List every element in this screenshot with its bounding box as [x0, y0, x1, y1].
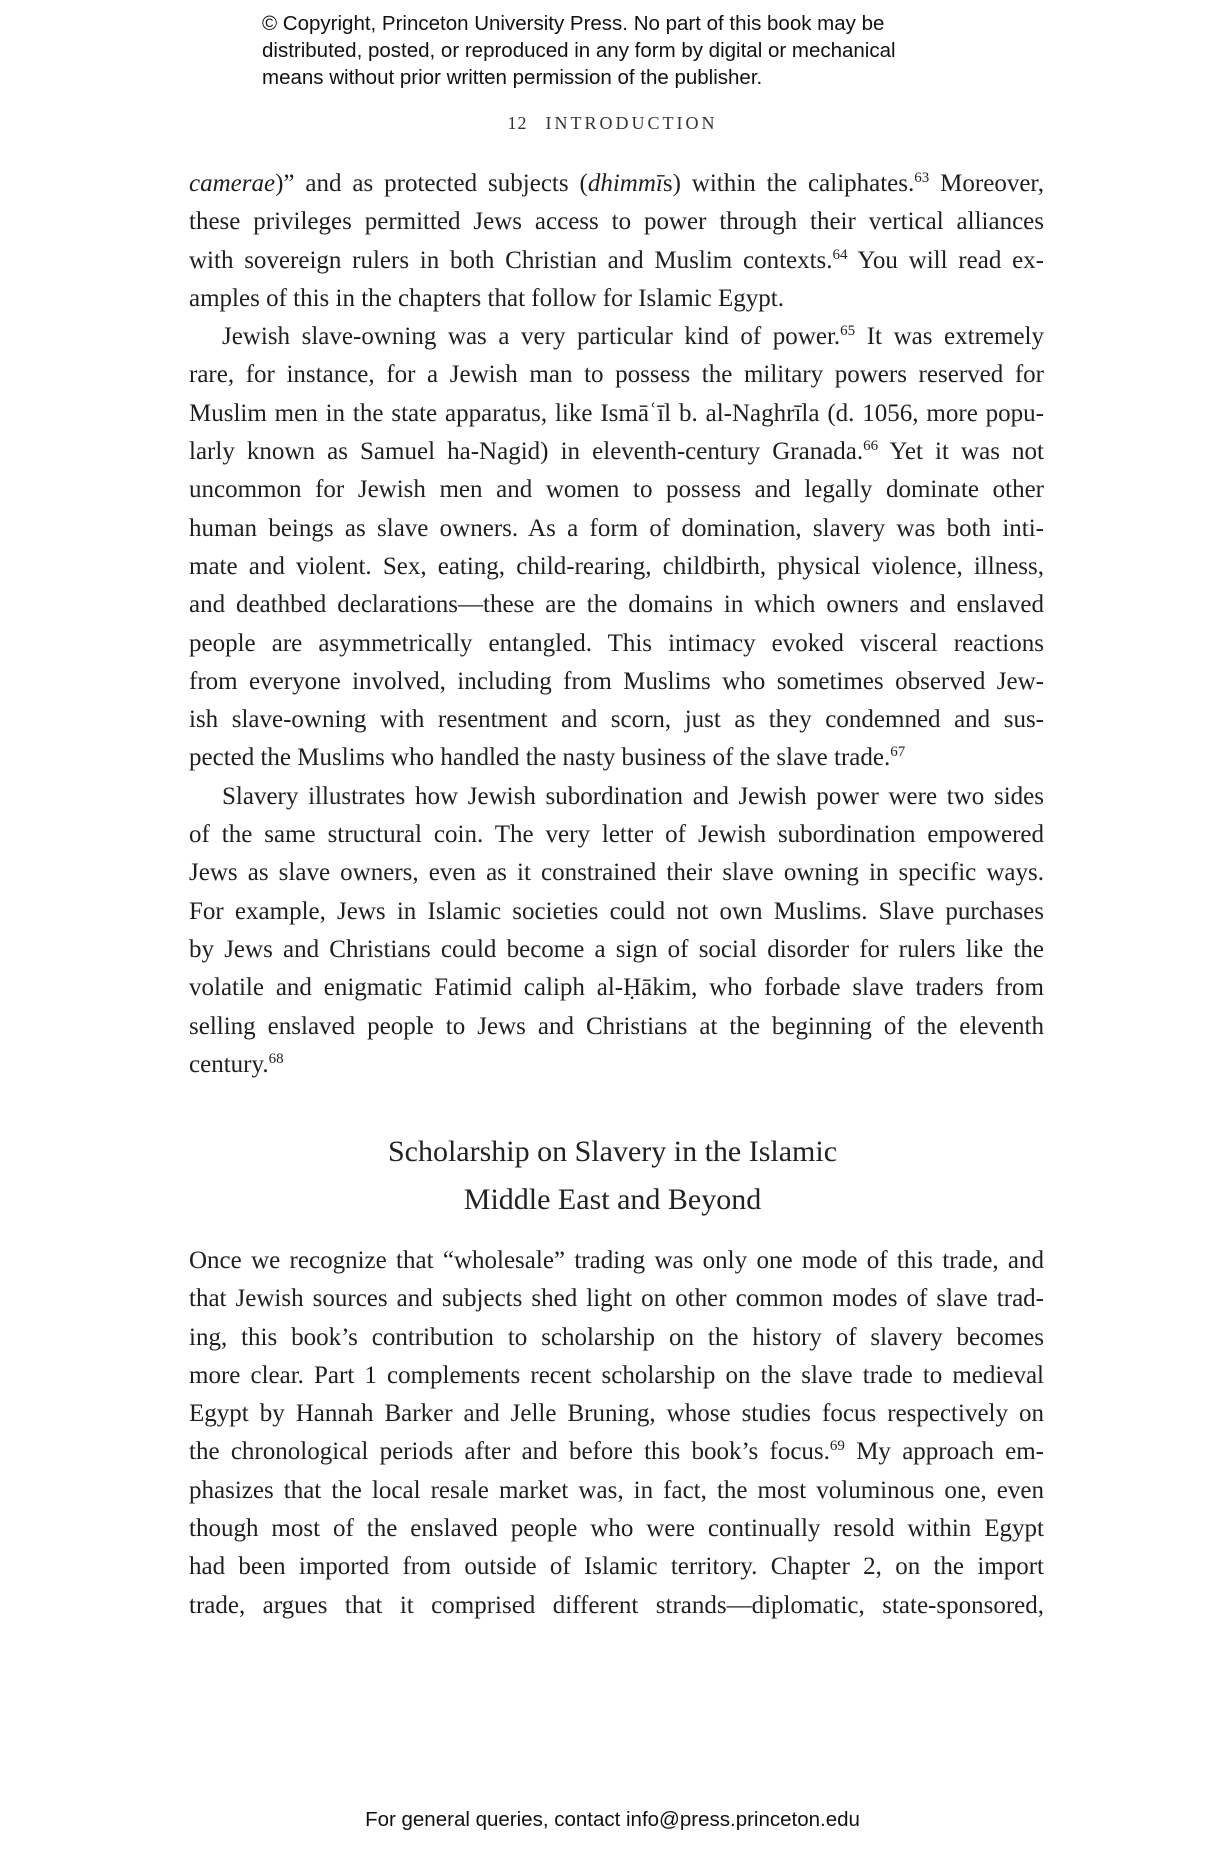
text-line: pected the Muslims who handled the nasty business of the slave trade.$^{67}$	[189, 744, 906, 772]
heading-line: Scholarship on Slavery in the Islamic	[387, 1135, 838, 1168]
text-line: had been imported from outside of Islamic territory. Chapter 2, on the import	[189, 1553, 1044, 1581]
text-line: Jewish slave-owning was a very particular kind of power.$^{65}$ It was extremely	[222, 323, 1044, 351]
body-text-top	[189, 165, 1044, 1084]
text-line: Jews as slave owners, even as it constrained their slave owning in specific ways.	[189, 859, 1044, 887]
text-line: that Jewish sources and subjects shed light on other common modes of slave trad-	[189, 1285, 1044, 1313]
running-head	[0, 113, 1225, 134]
text-line: from everyone involved, including from Muslims who sometimes observed Jew-	[189, 667, 1044, 695]
copyright-line: © Copyright, Princeton University Press. No part of this book may be	[262, 12, 885, 35]
text-line: by Jews and Christians could become a sign of social disorder for rulers like the	[189, 935, 1044, 963]
footer-contact: For general queries, contact info@press.princeton.edu	[365, 1808, 860, 1831]
footnote-ref[interactable]: 63	[914, 170, 930, 186]
text-line: larly known as Samuel ha-Nagid) in eleventh-century Granada.$^{66}$ Yet it was not	[189, 438, 1044, 466]
footnote-ref[interactable]: 66	[863, 438, 879, 455]
copyright-line: distributed, posted, or reproduced in any form by digital or mechanical	[262, 39, 896, 62]
text-line: volatile and enigmatic Fatimid caliph al-Ḥākim, who forbade slave traders from	[189, 974, 1044, 1002]
page-number: 12	[507, 113, 528, 133]
copyright-notice	[262, 10, 1022, 91]
text-line: rare, for instance, for a Jewish man to possess the military powers reserved for	[189, 361, 1044, 389]
text-line: Once we recognize that “wholesale” trading was only one mode of this trade, and	[189, 1247, 1044, 1274]
text-line: and deathbed declarations—these are the domains in which owners and enslaved	[189, 591, 1044, 619]
text-line: uncommon for Jewish men and women to possess and legally dominate other	[189, 476, 1044, 504]
copyright-line: means without prior written permission of the publisher.	[262, 66, 763, 89]
text-line: trade, argues that it comprised different strands—diplomatic, state-sponsored,	[189, 1591, 1044, 1619]
text-line: more clear. Part 1 complements recent scholarship on the slave trade to medieval	[189, 1361, 1044, 1389]
footnote-ref[interactable]: 65	[840, 323, 856, 340]
text-line: ish slave-owning with resentment and scorn, just as they condemned and sus-	[189, 706, 1044, 734]
text-line: Slavery illustrates how Jewish subordination and Jewish power were two sides	[222, 782, 1044, 810]
text-line: with sovereign rulers in both Christian and Muslim contexts.$^{64}$ You will read ex-	[189, 246, 1044, 274]
text-line: century.$^{68}$	[189, 1050, 284, 1078]
text-line: For example, Jews in Islamic societies could not own Muslims. Slave purchases	[189, 897, 1044, 925]
text-line: amples of this in the chapters that follow for Islamic Egypt.	[189, 284, 784, 312]
text-line: human beings as slave owners. As a form of domination, slavery was both inti-	[189, 514, 1044, 542]
text-line: people are asymmetrically entangled. This intimacy evoked visceral reactions	[189, 629, 1044, 657]
text-line: of the same structural coin. The very letter of Jewish subordination empowered	[189, 821, 1044, 849]
footnote-ref[interactable]: 68	[268, 1050, 284, 1067]
text-line: Egypt by Hannah Barker and Jelle Bruning, whose studies focus respectively on	[189, 1400, 1044, 1428]
text-line: phasizes that the local resale market was, in fact, the most voluminous one, even	[189, 1476, 1044, 1504]
text-line: ing, this book’s contribution to scholarship on the history of slavery becomes	[189, 1323, 1044, 1351]
footnote-ref[interactable]: 69	[829, 1438, 845, 1455]
section-title: INTRODUCTION	[545, 113, 718, 133]
text-line: camerae)” and as protected subjects (dhimmīs) within the caliphates.$^{63}$ Moreover,	[189, 170, 1044, 197]
text-line: mate and violent. Sex, eating, child-rearing, childbirth, physical violence, illness,	[189, 552, 1044, 580]
text-line: Muslim men in the state apparatus, like Ismāʿīl b. al-Naghrīla (d. 1056, more popu-	[189, 399, 1044, 427]
footnote-ref[interactable]: 67	[890, 744, 906, 761]
body-text-bottom	[189, 1242, 1044, 1625]
text-line: though most of the enslaved people who were continually resold within Egypt	[189, 1515, 1044, 1543]
text-line: selling enslaved people to Jews and Christians at the beginning of the eleventh	[189, 1012, 1044, 1040]
heading-line: Middle East and Beyond	[463, 1183, 762, 1216]
text-line: these privileges permitted Jews access to power through their vertical alliances	[189, 208, 1044, 236]
text-line: the chronological periods after and before this book’s focus.$^{69}$ My approach em-	[189, 1438, 1044, 1466]
footnote-ref[interactable]: 64	[832, 246, 848, 263]
section-heading	[0, 1128, 1225, 1224]
